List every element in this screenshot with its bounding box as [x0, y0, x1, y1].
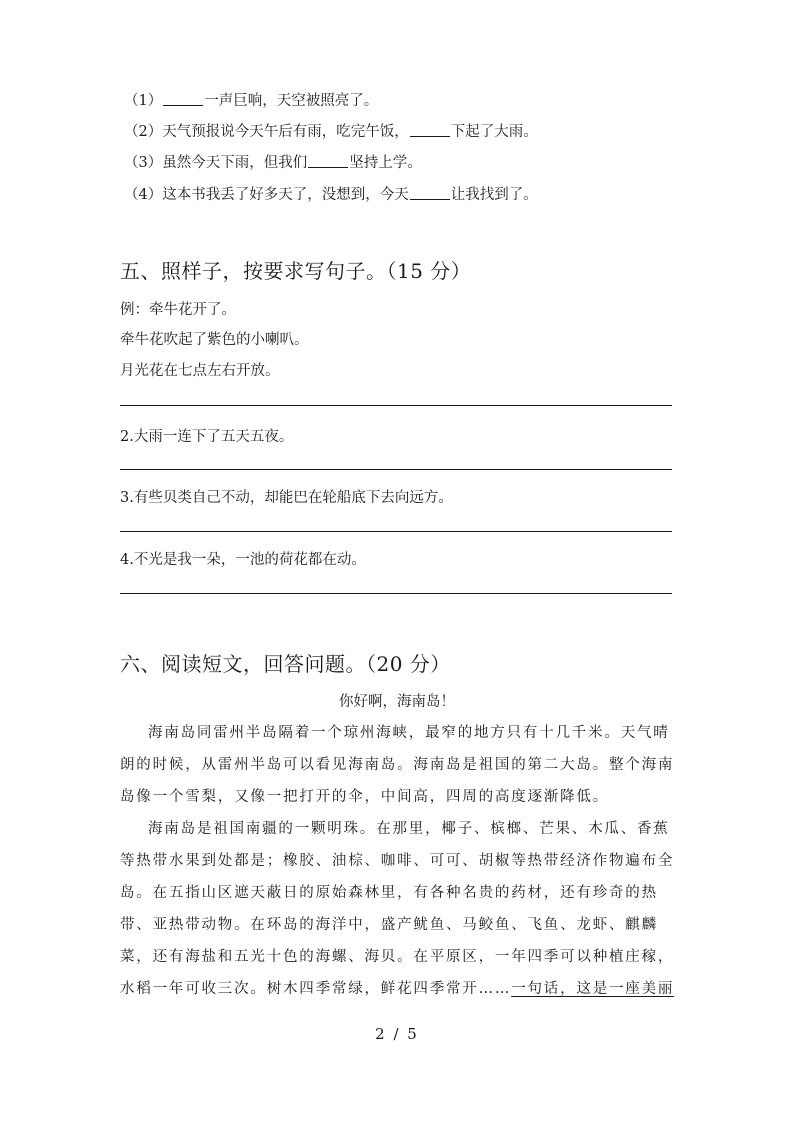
- rewrite-item-3: 3.有些贝类自己不动，却能巴在轮船底下去向远方。: [120, 490, 453, 506]
- fill-blank-4: （4）这本书我丢了好多天了，没想到，今天 让我找到了。: [124, 187, 538, 203]
- passage-line: 水稻一年可收三次。树木四季常绿，鲜花四季常开……一句话，这是一座美丽: [120, 981, 675, 997]
- passage-line: 菜，还有海盐和五光十色的海螺、海贝。在平原区，一年四季可以种植庄稼，: [120, 949, 675, 965]
- passage-line: 海南岛同雷州半岛隔着一个琼州海峡，最窄的地方只有十几千米。天气晴: [148, 725, 670, 741]
- example-label: 例：牵牛花开了。: [120, 302, 236, 318]
- passage-line: 等热带水果到处都是；橡胶、油棕、咖啡、可可、胡椒等热带经济作物遍布全: [120, 853, 675, 869]
- rewrite-item-2: 2.大雨一连下了五天五夜。: [120, 429, 294, 445]
- answer-line[interactable]: [120, 405, 672, 406]
- passage-line: 岛。在五指山区遮天蔽日的原始森林里，有各种名贵的药材，还有珍奇的热: [120, 885, 658, 901]
- passage-line: 朗的时候，从雷州半岛可以看见海南岛。海南岛是祖国的第二大岛。整个海南: [120, 757, 675, 773]
- blank-line[interactable]: [410, 122, 450, 137]
- example-sentence: 牵牛花吹起了紫色的小喇叭。: [120, 332, 309, 348]
- fill-blank-2: （2）天气预报说今天午后有雨，吃完午饭， 下起了大雨。: [124, 124, 538, 140]
- passage-line: 岛像一个雪梨，又像一把打开的伞，中间高，四周的高度逐渐降低。: [120, 789, 609, 805]
- blank-line[interactable]: [410, 185, 450, 200]
- answer-line[interactable]: [120, 531, 672, 532]
- passage-title: 你好啊，海南岛！: [339, 694, 455, 710]
- fill-blank-3: （3）虽然今天下雨，但我们 坚持上学。: [124, 155, 422, 171]
- rewrite-item-1: 月光花在七点左右开放。: [120, 363, 280, 379]
- answer-line[interactable]: [120, 593, 672, 594]
- section-5-heading: 五、照样子，按要求写句子。（15 分）: [120, 259, 472, 283]
- blank-line[interactable]: [163, 91, 203, 106]
- passage-line: 带、亚热带动物。在环岛的海洋中，盛产鱿鱼、马鲛鱼、飞鱼、龙虾、麒麟: [120, 917, 658, 933]
- passage-line: 海南岛是祖国南疆的一颗明珠。在那里，椰子、槟榔、芒果、木瓜、香蕉: [148, 821, 670, 837]
- blank-line[interactable]: [308, 153, 348, 168]
- answer-line[interactable]: [120, 469, 672, 470]
- section-6-heading: 六、阅读短文，回答问题。（20 分）: [120, 652, 451, 676]
- underlined-phrase: 一句话，这是一座美丽: [511, 981, 675, 997]
- fill-blank-1: （1） 一声巨响，天空被照亮了。: [124, 93, 379, 109]
- rewrite-item-4: 4.不光是我一朵，一池的荷花都在动。: [120, 552, 366, 568]
- page-number: 2 / 5: [375, 1025, 419, 1043]
